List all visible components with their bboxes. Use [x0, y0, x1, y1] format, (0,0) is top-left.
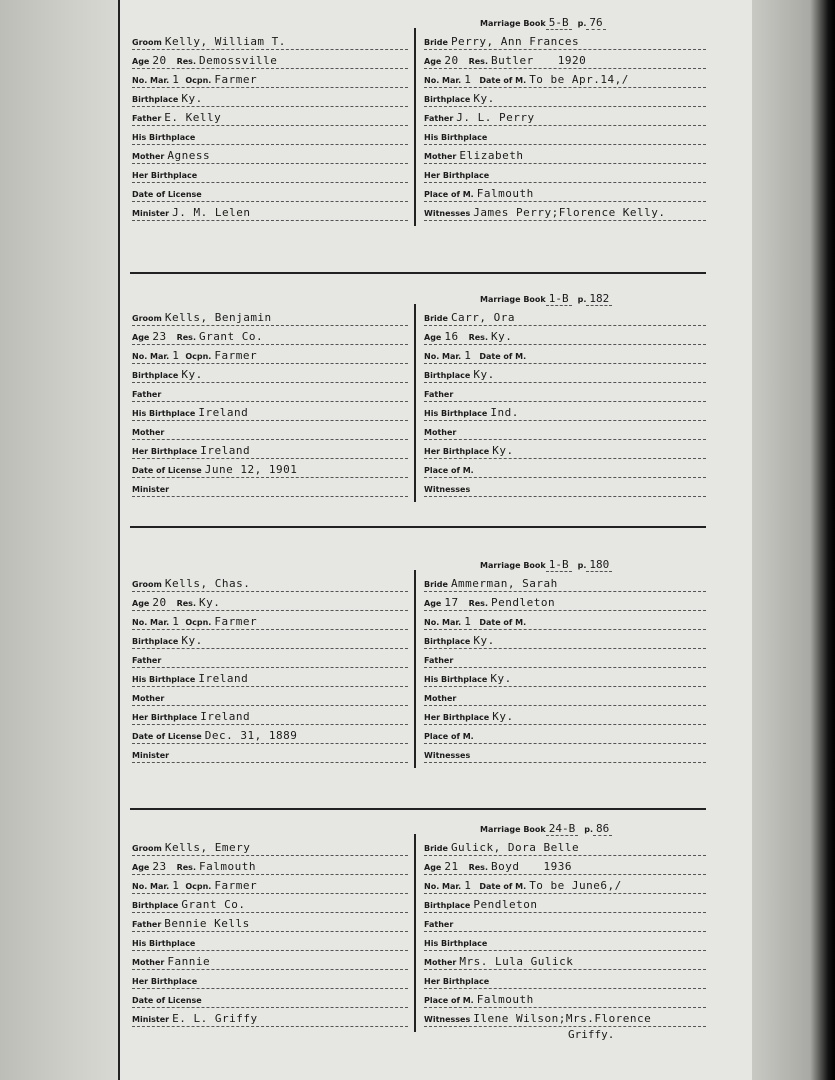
bride-label: Bride	[424, 580, 448, 589]
date-of-m-label: Date of M.	[479, 352, 527, 361]
bride-no-mar: 1	[464, 73, 472, 86]
groom-mother: Fannie	[167, 955, 211, 968]
bride-nomar-row	[424, 614, 706, 630]
scan-left-margin	[0, 0, 118, 1080]
birthplace-label: Birthplace	[132, 95, 179, 104]
groom-birthplace-row	[132, 633, 408, 649]
bride-row	[424, 310, 706, 326]
groom-father-row	[132, 110, 408, 126]
place-of-m-row	[424, 462, 706, 478]
mother-label: Mother	[424, 428, 457, 437]
birthplace-label: Birthplace	[424, 95, 471, 104]
groom-row	[132, 34, 408, 50]
groom-birthplace-row	[132, 897, 408, 913]
bride-father-row	[424, 916, 706, 932]
no-mar-label: No. Mar.	[132, 352, 170, 361]
minister-label: Minister	[132, 1015, 170, 1024]
groom-row	[132, 576, 408, 592]
father-label: Father	[424, 390, 454, 399]
place-of-marriage: Falmouth	[476, 993, 534, 1006]
groom-name: Kelly, William T.	[164, 35, 286, 48]
bride-mother-birthplace: Ky.	[492, 710, 514, 723]
mother-label: Mother	[132, 958, 165, 967]
bride-birthplace: Pendleton	[473, 898, 538, 911]
marriage-book-ref	[480, 558, 612, 573]
bride-birthplace: Ky.	[473, 634, 495, 647]
groom-nomar-row	[132, 878, 408, 894]
birthplace-label: Birthplace	[132, 901, 179, 910]
res-label: Res.	[468, 863, 488, 872]
date-of-marriage: To be Apr.14,/	[529, 73, 629, 86]
bride-age-row	[424, 329, 706, 345]
bride-no-mar: 1	[464, 349, 472, 362]
bride-father: J. L. Perry	[456, 111, 535, 124]
her-birthplace-label: Her Birthplace	[424, 447, 490, 456]
groom-age: 23	[152, 330, 167, 343]
bride-age-row	[424, 53, 706, 69]
bride-her-birthplace-row	[424, 167, 706, 183]
groom-mother-birthplace: Ireland	[200, 710, 251, 723]
page-label: p.	[577, 295, 587, 304]
marriage-book-number: 5-B	[546, 16, 572, 30]
no-mar-label: No. Mar.	[132, 76, 170, 85]
groom-mother-birthplace: Ireland	[200, 444, 251, 457]
groom-row	[132, 310, 408, 326]
birthplace-label: Birthplace	[132, 637, 179, 646]
bride-mother: Elizabeth	[459, 149, 524, 162]
bride-residence: Butler	[490, 54, 534, 67]
groom-her-birthplace-row	[132, 973, 408, 989]
no-mar-label: No. Mar.	[424, 618, 462, 627]
ocpn-label: Ocpn.	[185, 352, 212, 361]
groom-occupation: Farmer	[214, 349, 258, 362]
page-label: p.	[584, 825, 594, 834]
bride-no-mar: 1	[464, 879, 472, 892]
groom-nomar-row	[132, 614, 408, 630]
record-separator	[130, 808, 706, 810]
place-of-marriage: Falmouth	[476, 187, 534, 200]
ocpn-label: Ocpn.	[185, 618, 212, 627]
place-of-m-label: Place of M.	[424, 190, 474, 199]
bride-age-row	[424, 859, 706, 875]
groom-father: E. Kelly	[164, 111, 222, 124]
groom-birthplace: Ky.	[181, 368, 203, 381]
minister-label: Minister	[132, 209, 170, 218]
date-of-license: Dec. 31, 1889	[204, 729, 298, 742]
marriage-book-label: Marriage Book	[480, 19, 546, 28]
column-divider	[414, 304, 416, 502]
scan-right-margin	[752, 0, 835, 1080]
groom-nomar-row	[132, 348, 408, 364]
bride-birthplace: Ky.	[473, 368, 495, 381]
bride-father-birthplace: Ky.	[490, 672, 512, 685]
date-of-license-label: Date of License	[132, 466, 202, 475]
bride-mother: Mrs. Lula Gulick	[459, 955, 574, 968]
groom-label: Groom	[132, 580, 162, 589]
witnesses-names: Ilene Wilson;Mrs.Florence	[473, 1012, 652, 1025]
bride-nomar-row	[424, 348, 706, 364]
bride-row	[424, 840, 706, 856]
groom-age-row	[132, 329, 408, 345]
no-mar-label: No. Mar.	[424, 882, 462, 891]
his-birthplace-label: His Birthplace	[132, 675, 196, 684]
groom-his-birthplace-row	[132, 129, 408, 145]
groom-no-mar: 1	[172, 349, 180, 362]
bride-father-row	[424, 652, 706, 668]
place-of-m-label: Place of M.	[424, 732, 474, 741]
res-label: Res.	[468, 599, 488, 608]
minister-name: J. M. Lelen	[172, 206, 251, 219]
groom-no-mar: 1	[172, 615, 180, 628]
record-year: 1920	[557, 54, 587, 67]
his-birthplace-label: His Birthplace	[132, 409, 196, 418]
place-of-m-row	[424, 992, 706, 1008]
minister-label: Minister	[132, 485, 170, 494]
groom-name: Kells, Benjamin	[164, 311, 272, 324]
res-label: Res.	[176, 599, 196, 608]
father-label: Father	[132, 390, 162, 399]
mother-label: Mother	[132, 152, 165, 161]
groom-name: Kells, Chas.	[164, 577, 251, 590]
age-label: Age	[424, 863, 442, 872]
groom-row	[132, 840, 408, 856]
her-birthplace-label: Her Birthplace	[132, 713, 198, 722]
age-label: Age	[424, 333, 442, 342]
bride-label: Bride	[424, 314, 448, 323]
groom-mother-row	[132, 424, 408, 440]
groom-label: Groom	[132, 38, 162, 47]
bride-birthplace-row	[424, 633, 706, 649]
bride-name: Gulick, Dora Belle	[450, 841, 580, 854]
marriage-book-number: 1-B	[546, 558, 572, 572]
bride-her-birthplace-row	[424, 443, 706, 459]
marriage-book-ref	[480, 822, 612, 837]
mother-label: Mother	[424, 152, 457, 161]
bride-his-birthplace-row	[424, 671, 706, 687]
minister-label: Minister	[132, 751, 170, 760]
bride-no-mar: 1	[464, 615, 472, 628]
groom-birthplace: Ky.	[181, 92, 203, 105]
age-label: Age	[132, 599, 150, 608]
no-mar-label: No. Mar.	[132, 882, 170, 891]
groom-occupation: Farmer	[214, 73, 258, 86]
bride-mother-row	[424, 690, 706, 706]
res-label: Res.	[468, 333, 488, 342]
her-birthplace-label: Her Birthplace	[132, 171, 198, 180]
groom-her-birthplace-row	[132, 709, 408, 725]
bride-her-birthplace-row	[424, 973, 706, 989]
no-mar-label: No. Mar.	[424, 76, 462, 85]
marriage-book-label: Marriage Book	[480, 825, 546, 834]
mother-label: Mother	[132, 428, 165, 437]
bride-birthplace: Ky.	[473, 92, 495, 105]
date-of-license: June 12, 1901	[204, 463, 298, 476]
column-divider	[414, 570, 416, 768]
groom-birthplace: Ky.	[181, 634, 203, 647]
witnesses-continuation: Griffy.	[568, 1028, 615, 1041]
groom-mother-row	[132, 954, 408, 970]
bride-her-birthplace-row	[424, 709, 706, 725]
no-mar-label: No. Mar.	[424, 352, 462, 361]
groom-nomar-row	[132, 72, 408, 88]
witnesses-row	[424, 747, 706, 763]
minister-row	[132, 747, 408, 763]
bride-residence: Pendleton	[490, 596, 556, 609]
minister-name: E. L. Griffy	[172, 1012, 258, 1025]
bride-age: 16	[444, 330, 459, 343]
bride-mother-row	[424, 954, 706, 970]
minister-row	[132, 205, 408, 221]
marriage-book-label: Marriage Book	[480, 295, 546, 304]
age-label: Age	[132, 333, 150, 342]
mother-label: Mother	[424, 958, 457, 967]
mother-label: Mother	[132, 694, 165, 703]
record-separator	[130, 272, 706, 274]
place-of-m-row	[424, 728, 706, 744]
res-label: Res.	[468, 57, 488, 66]
groom-father-row	[132, 386, 408, 402]
ocpn-label: Ocpn.	[185, 76, 212, 85]
minister-row	[132, 1011, 408, 1027]
date-of-license-row	[132, 186, 408, 202]
father-label: Father	[424, 920, 454, 929]
place-of-m-label: Place of M.	[424, 996, 474, 1005]
bride-age-row	[424, 595, 706, 611]
page-number: 182	[586, 292, 612, 306]
bride-age: 21	[444, 860, 459, 873]
sheet-left-border	[118, 0, 120, 1080]
witnesses-label: Witnesses	[424, 751, 471, 760]
witnesses-label: Witnesses	[424, 209, 471, 218]
bride-row	[424, 576, 706, 592]
bride-mother-row	[424, 424, 706, 440]
age-label: Age	[424, 57, 442, 66]
father-label: Father	[132, 114, 162, 123]
record-year: 1936	[543, 860, 572, 873]
his-birthplace-label: His Birthplace	[424, 409, 488, 418]
page-number: 76	[586, 16, 605, 30]
date-of-license-label: Date of License	[132, 732, 202, 741]
bride-father-birthplace: Ind.	[490, 406, 519, 419]
groom-father-birthplace: Ireland	[198, 406, 249, 419]
father-label: Father	[424, 656, 454, 665]
groom-birthplace-row	[132, 367, 408, 383]
date-of-license-row	[132, 728, 408, 744]
res-label: Res.	[176, 333, 196, 342]
groom-occupation: Farmer	[214, 879, 258, 892]
marriage-book-number: 24-B	[546, 822, 579, 836]
witnesses-row	[424, 205, 706, 221]
bride-row	[424, 34, 706, 50]
ocpn-label: Ocpn.	[185, 882, 212, 891]
father-label: Father	[132, 656, 162, 665]
bride-his-birthplace-row	[424, 405, 706, 421]
groom-her-birthplace-row	[132, 443, 408, 459]
her-birthplace-label: Her Birthplace	[424, 171, 490, 180]
her-birthplace-label: Her Birthplace	[132, 447, 198, 456]
groom-mother-row	[132, 148, 408, 164]
groom-her-birthplace-row	[132, 167, 408, 183]
groom-residence: Demossville	[198, 54, 278, 67]
his-birthplace-label: His Birthplace	[424, 133, 488, 142]
groom-birthplace-row	[132, 91, 408, 107]
groom-father-row	[132, 652, 408, 668]
marriage-book-ref	[480, 16, 606, 31]
age-label: Age	[424, 599, 442, 608]
record-separator	[130, 526, 706, 528]
bride-birthplace-row	[424, 897, 706, 913]
groom-his-birthplace-row	[132, 935, 408, 951]
father-label: Father	[132, 920, 162, 929]
res-label: Res.	[176, 57, 196, 66]
groom-mother: Agness	[167, 149, 211, 162]
her-birthplace-label: Her Birthplace	[132, 977, 198, 986]
bride-age: 20	[444, 54, 459, 67]
groom-father-birthplace: Ireland	[198, 672, 249, 685]
bride-label: Bride	[424, 38, 448, 47]
bride-his-birthplace-row	[424, 129, 706, 145]
groom-residence: Falmouth	[198, 860, 256, 873]
date-of-m-label: Date of M.	[479, 882, 527, 891]
date-of-license-label: Date of License	[132, 190, 202, 199]
birthplace-label: Birthplace	[424, 637, 471, 646]
age-label: Age	[132, 863, 150, 872]
res-label: Res.	[176, 863, 196, 872]
date-of-m-label: Date of M.	[479, 76, 527, 85]
groom-label: Groom	[132, 844, 162, 853]
bride-mother-birthplace: Ky.	[492, 444, 514, 457]
date-of-license-row	[132, 462, 408, 478]
witnesses-row	[424, 481, 706, 497]
groom-no-mar: 1	[172, 73, 180, 86]
bride-nomar-row	[424, 878, 706, 894]
marriage-book-number: 1-B	[546, 292, 572, 306]
age-label: Age	[132, 57, 150, 66]
place-of-m-label: Place of M.	[424, 466, 474, 475]
his-birthplace-label: His Birthplace	[132, 939, 196, 948]
witnesses-names: James Perry;Florence Kelly.	[473, 206, 666, 219]
bride-his-birthplace-row	[424, 935, 706, 951]
groom-his-birthplace-row	[132, 671, 408, 687]
witnesses-label: Witnesses	[424, 1015, 471, 1024]
birthplace-label: Birthplace	[132, 371, 179, 380]
date-of-marriage: To be June6,/	[529, 879, 622, 892]
groom-label: Groom	[132, 314, 162, 323]
groom-age: 20	[152, 596, 167, 609]
page-number: 180	[586, 558, 612, 572]
groom-age-row	[132, 595, 408, 611]
bride-name: Ammerman, Sarah	[450, 577, 558, 590]
mother-label: Mother	[424, 694, 457, 703]
his-birthplace-label: His Birthplace	[424, 675, 488, 684]
page-number: 86	[593, 822, 612, 836]
column-divider	[414, 28, 416, 226]
groom-age: 23	[152, 860, 167, 873]
birthplace-label: Birthplace	[424, 901, 471, 910]
marriage-book-label: Marriage Book	[480, 561, 546, 570]
date-of-license-row	[132, 992, 408, 1008]
witnesses-row	[424, 1011, 706, 1027]
father-label: Father	[424, 114, 454, 123]
groom-mother-row	[132, 690, 408, 706]
bride-residence: Boyd	[490, 860, 520, 873]
groom-age-row	[132, 859, 408, 875]
bride-residence: Ky.	[490, 330, 513, 343]
groom-name: Kells, Emery	[164, 841, 251, 854]
bride-father-row	[424, 110, 706, 126]
bride-name: Perry, Ann Frances	[450, 35, 580, 48]
witnesses-label: Witnesses	[424, 485, 471, 494]
page-label: p.	[577, 561, 587, 570]
his-birthplace-label: His Birthplace	[424, 939, 488, 948]
bride-birthplace-row	[424, 91, 706, 107]
bride-father-row	[424, 386, 706, 402]
bride-birthplace-row	[424, 367, 706, 383]
place-of-m-row	[424, 186, 706, 202]
groom-occupation: Farmer	[214, 615, 258, 628]
bride-nomar-row	[424, 72, 706, 88]
date-of-m-label: Date of M.	[479, 618, 527, 627]
his-birthplace-label: His Birthplace	[132, 133, 196, 142]
groom-residence: Grant Co.	[198, 330, 264, 343]
groom-residence: Ky.	[198, 596, 221, 609]
minister-row	[132, 481, 408, 497]
bride-age: 17	[444, 596, 459, 609]
bride-name: Carr, Ora	[450, 311, 516, 324]
her-birthplace-label: Her Birthplace	[424, 977, 490, 986]
bride-label: Bride	[424, 844, 448, 853]
bride-mother-row	[424, 148, 706, 164]
marriage-book-ref	[480, 292, 612, 307]
groom-his-birthplace-row	[132, 405, 408, 421]
groom-no-mar: 1	[172, 879, 180, 892]
birthplace-label: Birthplace	[424, 371, 471, 380]
groom-father: Bennie Kells	[164, 917, 250, 930]
no-mar-label: No. Mar.	[132, 618, 170, 627]
her-birthplace-label: Her Birthplace	[424, 713, 490, 722]
date-of-license-label: Date of License	[132, 996, 202, 1005]
column-divider	[414, 834, 416, 1032]
groom-age-row	[132, 53, 408, 69]
page-label: p.	[577, 19, 587, 28]
groom-age: 20	[152, 54, 167, 67]
groom-father-row	[132, 916, 408, 932]
groom-birthplace: Grant Co.	[181, 898, 246, 911]
